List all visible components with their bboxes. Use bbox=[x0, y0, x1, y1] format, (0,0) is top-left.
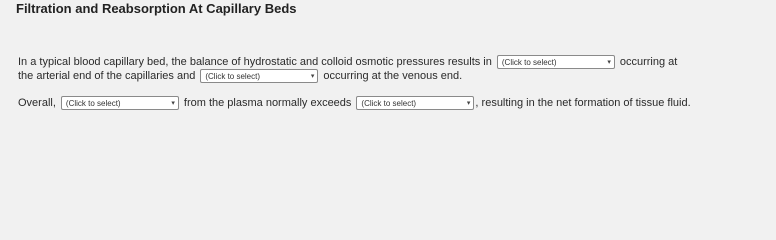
dropdown-3[interactable] bbox=[61, 96, 179, 110]
text-segment: the arterial end of the capillaries and bbox=[18, 70, 196, 82]
text-segment: from the plasma normally exceeds bbox=[183, 97, 352, 109]
text-segment: Overall, bbox=[18, 97, 56, 109]
text-segment: occurring at bbox=[619, 56, 678, 68]
dropdown-value: (Click to select) bbox=[361, 98, 417, 108]
paragraph-1-line-2 bbox=[18, 69, 462, 83]
text-segment: In a typical blood capillary bed, the balance of hydrostatic and colloid osmotic pressures results in bbox=[18, 56, 492, 68]
dropdown-value: (Click to select) bbox=[205, 71, 261, 81]
text-segment: , resulting in the net formation of tissue fluid. bbox=[475, 97, 691, 109]
paragraph-1-line-1 bbox=[18, 55, 677, 69]
chevron-down-icon: ▾ bbox=[607, 58, 611, 66]
dropdown-1[interactable] bbox=[497, 55, 615, 69]
dropdown-2[interactable] bbox=[200, 69, 318, 83]
chevron-down-icon: ▾ bbox=[171, 99, 175, 107]
dropdown-4[interactable] bbox=[356, 96, 474, 110]
question-title: Filtration and Reabsorption At Capillary Beds bbox=[16, 1, 297, 16]
paragraph-2 bbox=[18, 96, 691, 110]
text-segment: occurring at the venous end. bbox=[323, 70, 463, 82]
chevron-down-icon: ▾ bbox=[310, 72, 315, 80]
dropdown-value: (Click to select) bbox=[501, 57, 557, 67]
dropdown-value: (Click to select) bbox=[65, 98, 121, 108]
chevron-down-icon: ▾ bbox=[466, 99, 471, 107]
